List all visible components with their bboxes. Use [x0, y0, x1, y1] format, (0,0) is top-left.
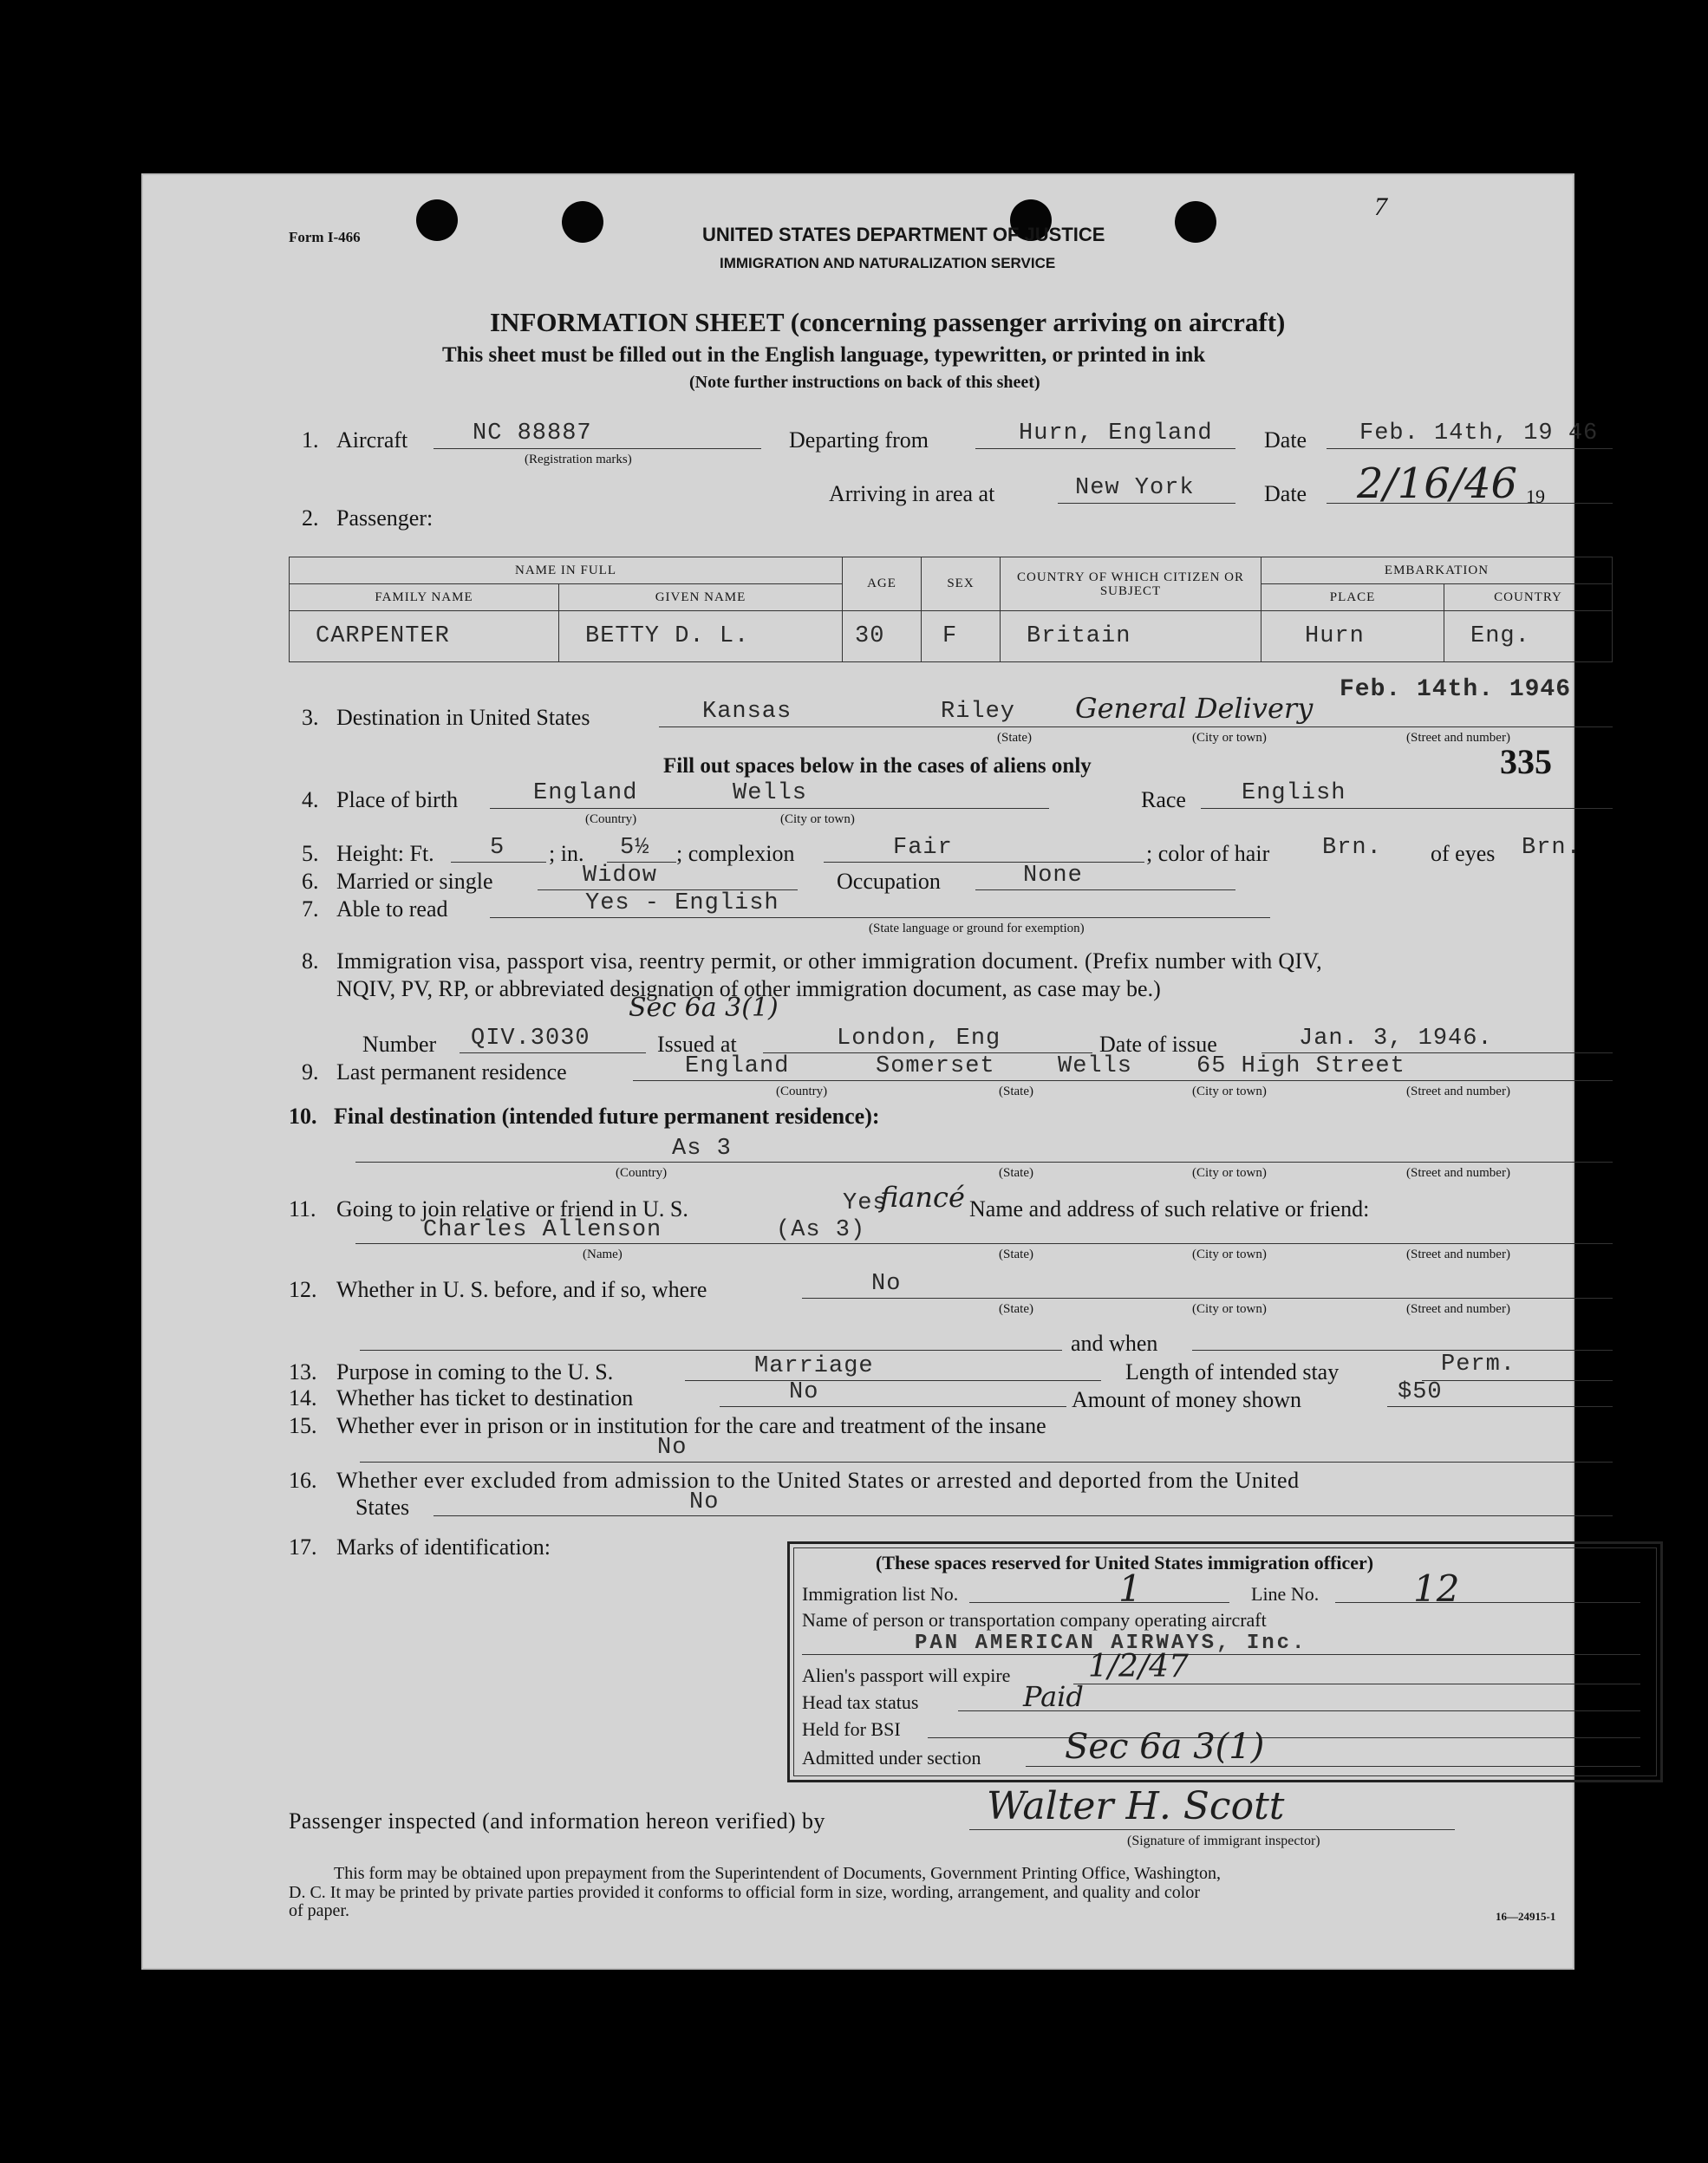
footer-line-2: D. C. It may be printed by private parties provided it conforms to official form in size, wording, arrangement, and quality and color	[289, 1883, 1201, 1902]
join-name-caption: (Name)	[583, 1248, 623, 1261]
race-value: English	[1242, 780, 1346, 806]
birthplace-line	[490, 808, 1049, 809]
field-12-number: 12.	[289, 1277, 317, 1302]
hair-label: ; color of hair	[1146, 841, 1270, 866]
before-label: Whether in U. S. before, and if so, where	[336, 1277, 707, 1302]
sex-header: SEX	[922, 557, 1001, 611]
before-line-2	[360, 1350, 1062, 1351]
destination-state: Kansas	[702, 699, 792, 725]
birth-country-caption: (Country)	[585, 812, 637, 826]
join-street-caption: (Street and number)	[1406, 1248, 1510, 1261]
ticket-line	[720, 1406, 1066, 1407]
destination-street: General Delivery	[1075, 692, 1314, 725]
race-line	[1201, 808, 1613, 809]
join-relation: fiancé	[880, 1181, 965, 1214]
departing-line	[975, 448, 1235, 449]
field-4-number: 4.	[302, 787, 319, 812]
departing-value: Hurn, England	[1019, 420, 1213, 446]
field-16-number: 16.	[289, 1468, 317, 1493]
headtax-value: Paid	[1023, 1680, 1084, 1713]
stay-label: Length of intended stay	[1125, 1359, 1340, 1384]
stay-line	[1422, 1380, 1613, 1381]
line-no-label: Line No.	[1251, 1583, 1320, 1605]
form-title: INFORMATION SHEET (concerning passenger arriving on aircraft)	[490, 307, 1286, 337]
eyes-value: Brn.	[1522, 835, 1581, 861]
aircraft-value: NC 88887	[473, 420, 592, 446]
field-11-number: 11.	[289, 1196, 316, 1222]
age-header: AGE	[843, 557, 922, 611]
age-cell: 30	[843, 611, 922, 662]
occupation-line	[975, 889, 1235, 890]
footer-line-1: This form may be obtained upon prepayment from the Superintendent of Documents, Government Printing Office, Washington,	[334, 1864, 1221, 1883]
join-city-caption: (City or town)	[1192, 1248, 1267, 1261]
prison-line	[360, 1462, 1613, 1463]
document-annotation: Sec 6a 3(1)	[629, 993, 779, 1023]
residence-country-caption: (Country)	[776, 1085, 828, 1098]
passenger-table	[289, 557, 1613, 662]
residence-city: Wells	[1058, 1053, 1133, 1079]
before-street-caption: (Street and number)	[1406, 1302, 1510, 1316]
bsi-line	[928, 1737, 1640, 1738]
marital-label: Married or single	[336, 869, 493, 894]
field-2-number: 2.	[302, 505, 319, 531]
before-value: No	[871, 1271, 902, 1297]
field-9-number: 9.	[302, 1059, 319, 1085]
join-yes: Yes	[843, 1190, 888, 1216]
read-value: Yes - English	[585, 890, 779, 916]
place-header: PLACE	[1261, 584, 1444, 611]
destination-label: Destination in United States	[336, 705, 590, 730]
embarkation-header: EMBARKATION	[1261, 557, 1613, 584]
issued-label: Issued at	[657, 1032, 737, 1057]
purpose-line	[685, 1380, 1101, 1381]
final-street-caption: (Street and number)	[1406, 1166, 1510, 1180]
destination-street-caption: (Street and number)	[1406, 731, 1510, 745]
marital-value: Widow	[583, 863, 658, 889]
stamp-number: 335	[1500, 742, 1552, 781]
form-subtitle: This sheet must be filled out in the English language, typewritten, or printed in ink	[442, 343, 1206, 367]
admitted-value: Sec 6a 3(1)	[1065, 1727, 1265, 1767]
inches-value: 5½	[620, 835, 650, 861]
occupation-label: Occupation	[837, 869, 941, 894]
residence-line	[633, 1080, 1613, 1081]
read-line	[490, 917, 1270, 918]
marks-label: Marks of identification:	[336, 1534, 551, 1560]
residence-street: 65 High Street	[1196, 1053, 1405, 1079]
excluded-label-2: States	[355, 1495, 410, 1520]
corner-mark: 7	[1374, 192, 1387, 221]
final-state-caption: (State)	[999, 1166, 1033, 1180]
issue-date-value: Jan. 3, 1946.	[1299, 1026, 1493, 1052]
excluded-line	[434, 1515, 1613, 1516]
sex-cell: F	[922, 611, 1001, 662]
form-note: (Note further instructions on back of this sheet)	[689, 373, 1040, 392]
country-header: COUNTRY	[1444, 584, 1613, 611]
ticket-label: Whether has ticket to destination	[336, 1385, 634, 1411]
final-city-caption: (City or town)	[1192, 1166, 1267, 1180]
destination-city-caption: (City or town)	[1192, 731, 1267, 745]
residence-state-caption: (State)	[999, 1085, 1033, 1098]
aliens-heading: Fill out spaces below in the cases of aliens only	[663, 754, 1092, 778]
final-destination-label: Final destination (intended future permanent residence):	[334, 1104, 880, 1129]
table-row	[290, 611, 1613, 662]
officer-heading: (These spaces reserved for United States immigration officer)	[876, 1552, 1374, 1573]
passport-label: Alien's passport will expire	[802, 1665, 1011, 1686]
field-17-number: 17.	[289, 1534, 317, 1560]
field-5-number: 5.	[302, 841, 319, 866]
department-heading: UNITED STATES DEPARTMENT OF JUSTICE	[702, 224, 1105, 245]
operator-value: PAN AMERICAN AIRWAYS, Inc.	[915, 1632, 1307, 1655]
field-3-number: 3.	[302, 705, 319, 730]
punch-hole	[416, 199, 458, 241]
name-in-full-header: NAME IN FULL	[290, 557, 843, 584]
doc-number-value: QIV.3030	[471, 1026, 590, 1052]
residence-state: Somerset	[876, 1053, 995, 1079]
when-line	[1192, 1350, 1613, 1351]
field-14-number: 14.	[289, 1385, 317, 1411]
join-label-2: Name and address of such relative or friend:	[969, 1196, 1370, 1222]
money-line	[1387, 1406, 1613, 1407]
signature-caption: (Signature of immigrant inspector)	[1127, 1834, 1320, 1848]
date2-label: Date	[1264, 481, 1307, 506]
date2-value: 2/16/46	[1357, 459, 1518, 508]
birth-country: England	[533, 780, 638, 806]
field-7-number: 7.	[302, 896, 319, 922]
hair-value: Brn.	[1322, 835, 1382, 861]
height-ft-value: 5	[490, 835, 505, 861]
join-label: Going to join relative or friend in U. S.	[336, 1196, 688, 1222]
list-no-label: Immigration list No.	[802, 1583, 959, 1605]
aircraft-label: Aircraft	[336, 427, 408, 453]
inspector-signature: Walter H. Scott	[987, 1784, 1285, 1828]
family-name-cell: CARPENTER	[290, 611, 559, 662]
signature-line	[969, 1829, 1455, 1830]
footer-line-3: of paper.	[289, 1901, 349, 1920]
date-value: Feb. 14th, 19 46	[1359, 420, 1599, 446]
list-no-value: 1	[1118, 1567, 1142, 1610]
arriving-line	[1058, 503, 1235, 504]
punch-hole	[562, 201, 603, 243]
departing-label: Departing from	[789, 427, 929, 453]
excluded-value: No	[689, 1489, 720, 1515]
document-text-2: NQIV, PV, RP, or abbreviated designation of other immigration document, as case may be.)	[336, 976, 1161, 1001]
passenger-label: Passenger:	[336, 505, 434, 531]
final-country-caption: (Country)	[616, 1166, 668, 1180]
citizen-cell: Britain	[1001, 611, 1261, 662]
join-name: Charles Allenson	[423, 1217, 662, 1243]
doc-number-label: Number	[362, 1032, 437, 1057]
inspected-label: Passenger inspected (and information hereon verified) by	[289, 1808, 825, 1834]
residence-label: Last permanent residence	[336, 1059, 567, 1085]
date-label: Date	[1264, 427, 1307, 453]
before-state-caption: (State)	[999, 1302, 1033, 1316]
issued-value: London, Eng	[837, 1026, 1001, 1052]
form-number: Form I-466	[289, 229, 361, 245]
residence-city-caption: (City or town)	[1192, 1085, 1267, 1098]
race-label: Race	[1141, 787, 1186, 812]
arriving-value: New York	[1075, 475, 1195, 501]
height-ft-line	[451, 862, 546, 863]
destination-line	[659, 726, 1613, 727]
field-6-number: 6.	[302, 869, 319, 894]
country-citizen-header: COUNTRY OF WHICH CITIZEN OR SUBJECT	[1001, 557, 1261, 611]
issue-date-label: Date of issue	[1099, 1032, 1217, 1057]
complexion-value: Fair	[893, 835, 953, 861]
money-value: $50	[1398, 1379, 1443, 1405]
field-10-number: 10.	[289, 1104, 317, 1129]
field-15-number: 15.	[289, 1413, 317, 1438]
join-state-caption: (State)	[999, 1248, 1033, 1261]
doc-number-line	[460, 1052, 646, 1053]
line-no-line	[1335, 1602, 1640, 1603]
field-1-number: 1.	[302, 427, 319, 453]
before-line	[802, 1298, 1613, 1299]
read-label: Able to read	[336, 896, 448, 922]
inches-label: ; in.	[549, 841, 584, 866]
excluded-label: Whether ever excluded from admission to the United States or arrested and deported from the United	[336, 1468, 1300, 1493]
aircraft-line	[434, 448, 761, 449]
when-label: and when	[1071, 1331, 1158, 1356]
punch-hole	[1175, 201, 1216, 243]
join-line	[355, 1243, 1613, 1244]
complexion-line	[824, 862, 1144, 863]
family-name-header: FAMILY NAME	[290, 584, 559, 611]
operator-label: Name of person or transportation company operating aircraft	[802, 1609, 1267, 1631]
date2-year-prefix: 19	[1526, 485, 1545, 507]
prison-value: No	[657, 1435, 688, 1461]
field-8-number: 8.	[302, 948, 319, 974]
before-city-caption: (City or town)	[1192, 1302, 1267, 1316]
arriving-label: Arriving in area at	[829, 481, 995, 506]
join-address: (As 3)	[776, 1217, 866, 1243]
ticket-value: No	[789, 1379, 819, 1405]
given-name-header: GIVEN NAME	[559, 584, 843, 611]
residence-street-caption: (Street and number)	[1406, 1085, 1510, 1098]
country-cell: Eng.	[1444, 611, 1613, 662]
destination-city: Riley	[941, 699, 1016, 725]
complexion-label: ; complexion	[676, 841, 795, 866]
final-destination-value: As 3	[672, 1136, 732, 1162]
document-text-1: Immigration visa, passport visa, reentry permit, or other immigration document. (Prefix number with QIV,	[336, 948, 1322, 974]
aircraft-caption: (Registration marks)	[525, 453, 632, 466]
destination-state-caption: (State)	[997, 731, 1032, 745]
birth-city: Wells	[733, 780, 808, 806]
place-cell: Hurn	[1261, 611, 1444, 662]
field-13-number: 13.	[289, 1359, 317, 1384]
stay-value: Perm.	[1441, 1352, 1516, 1378]
residence-country: England	[685, 1053, 790, 1079]
read-caption: (State language or ground for exemption)	[869, 922, 1085, 935]
date-line	[1327, 448, 1613, 449]
given-name-cell: BETTY D. L.	[559, 611, 843, 662]
occupation-value: None	[1023, 863, 1083, 889]
bsi-label: Held for BSI	[802, 1718, 901, 1740]
height-label: Height: Ft.	[336, 841, 434, 866]
headtax-label: Head tax status	[802, 1691, 919, 1713]
final-destination-line	[355, 1162, 1613, 1163]
passport-value: 1/2/47	[1088, 1649, 1189, 1684]
birthplace-label: Place of birth	[336, 787, 459, 812]
service-heading: IMMIGRATION AND NATURALIZATION SERVICE	[720, 255, 1056, 271]
money-label: Amount of money shown	[1072, 1387, 1302, 1412]
list-no-line	[969, 1602, 1229, 1603]
stamp-date: Feb. 14th. 1946	[1340, 676, 1572, 703]
admitted-label: Admitted under section	[802, 1747, 981, 1769]
line-no-value: 12	[1413, 1567, 1460, 1610]
print-code: 16—24915-1	[1496, 1910, 1556, 1923]
eyes-label: of eyes	[1431, 841, 1496, 866]
purpose-label: Purpose in coming to the U. S.	[336, 1359, 614, 1384]
purpose-value: Marriage	[754, 1353, 874, 1379]
birth-city-caption: (City or town)	[780, 812, 855, 826]
prison-label: Whether ever in prison or in institution for the care and treatment of the insane	[336, 1413, 1046, 1438]
